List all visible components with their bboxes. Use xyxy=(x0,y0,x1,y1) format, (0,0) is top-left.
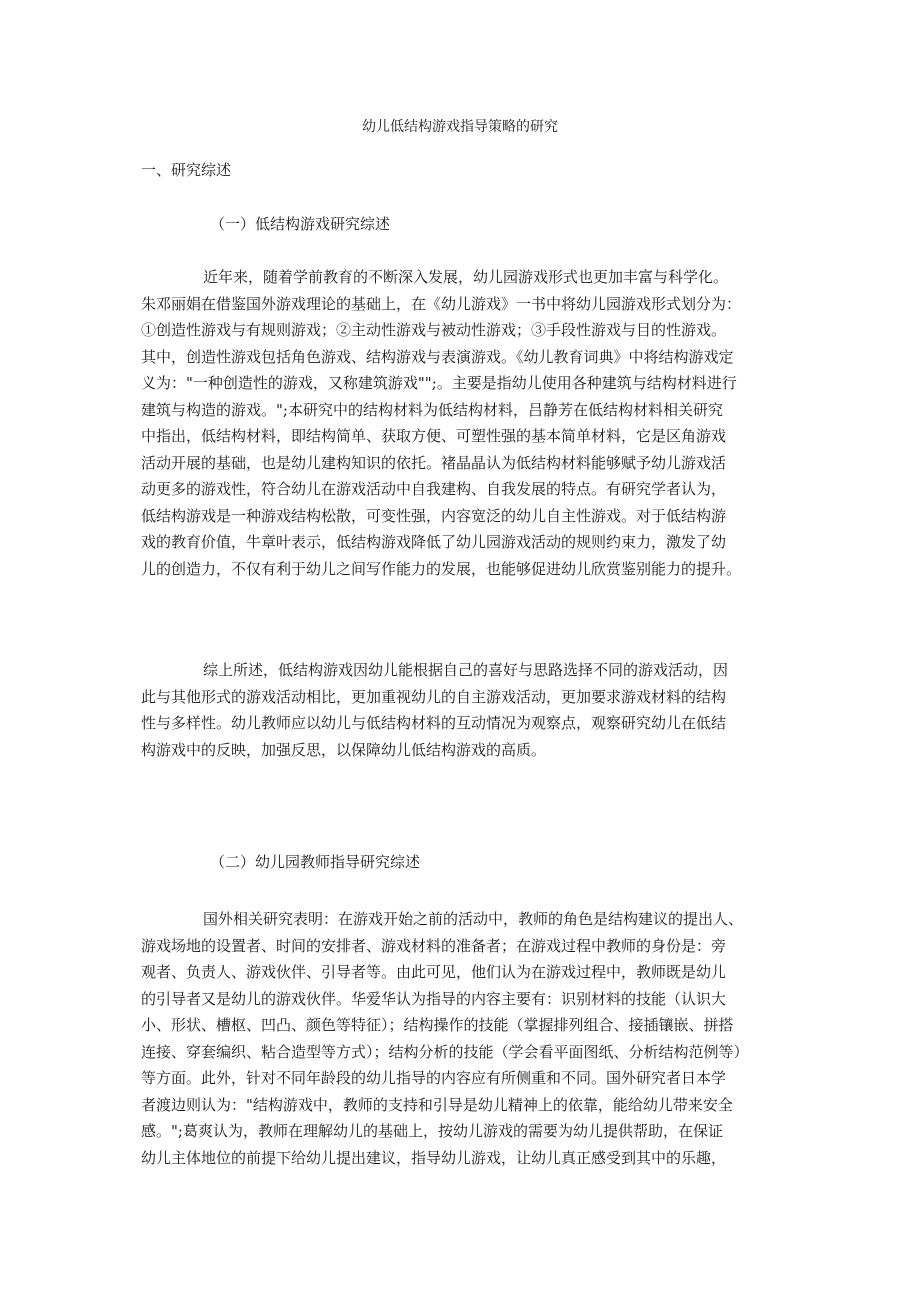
paragraph-line: 等方面。此外，针对不同年龄段的幼儿指导的内容应有所侧重和不同。国外研究者日本学 xyxy=(141,1069,727,1087)
paragraph-line: 近年来，随着学前教育的不断深入发展，幼儿园游戏形式也更加丰富与科学化。 xyxy=(203,268,729,286)
paragraph-low-structure-review xyxy=(141,264,786,582)
paragraph-line: ①创造性游戏与有规则游戏；②主动性游戏与被动性游戏；③手段性游戏与目的性游戏。 xyxy=(141,321,727,339)
paragraph-line: 低结构游戏是一种游戏结构松散，可变性强，内容宽泛的幼儿自主性游戏。对于低结构游 xyxy=(141,506,727,525)
paragraph-teacher-guidance-review xyxy=(141,906,786,1171)
paragraph-line: 综上所述，低结构游戏因幼儿能根据自己的喜好与思路选择不同的游戏活动，因 xyxy=(203,661,729,679)
paragraph-line: 的引导者又是幼儿的游戏伙伴。华爱华认为指导的内容主要有：识别材料的技能（认识大 xyxy=(141,989,727,1008)
paragraph-line: 朱邓丽娟在借鉴国外游戏理论的基础上，在《幼儿游戏》一书中将幼儿园游戏形式划分为： xyxy=(141,294,742,313)
paragraph-line: 动更多的游戏性，符合幼儿在游戏活动中自我建构、自我发展的特点。有研究学者认为， xyxy=(141,480,727,498)
paragraph-line: 义为："一种创造性的游戏，又称建筑游戏"";。主要是指幼儿使用各种建筑与结构材料进行 xyxy=(141,374,737,392)
paragraph-line: 中指出，低结构材料，即结构简单、获取方便、可塑性强的基本简单材料，它是区角游戏 xyxy=(141,427,727,445)
paragraph-line: 幼儿主体地位的前提下给幼儿提出建议，指导幼儿游戏，让幼儿真正感受到其中的乐趣， xyxy=(141,1148,727,1167)
paragraph-line: 感。";葛爽认为，教师在理解幼儿的基础上，按幼儿游戏的需要为幼儿提供帮助，在保证 xyxy=(141,1122,723,1140)
paragraph-line: 构游戏中的反映，加强反思，以保障幼儿低结构游戏的高质。 xyxy=(141,740,547,759)
paragraph-line: 小、形状、槽枢、凹凸、颜色等特征）；结构操作的技能（掌握排列组合、接插镶嵌、拼搭 xyxy=(141,1016,734,1034)
paragraph-line: 儿的创造力，不仅有利于幼儿之间写作能力的发展，也能够促进幼儿欣赏鉴别能力的提升。 xyxy=(141,559,742,578)
paragraph-line: 国外相关研究表明：在游戏开始之前的活动中，教师的角色是结构建议的提出人、 xyxy=(203,910,744,928)
paragraph-line: 戏的教育价值，牛章叶表示，低结构游戏降低了幼儿园游戏活动的规则约束力，激发了幼 xyxy=(141,533,727,551)
section-heading: 一、研究综述 xyxy=(141,161,232,179)
document-title: 幼儿低结构游戏指导策略的研究 xyxy=(362,119,558,135)
paragraph-line: 性与多样性。幼儿教师应以幼儿与低结构材料的互动情况为观察点，观察研究幼儿在低结 xyxy=(141,714,727,732)
paragraph-line: 此与其他形式的游戏活动相比，更加重视幼儿的自主游戏活动，更加要求游戏材料的结构 xyxy=(141,687,727,706)
subsection-heading-1: （一）低结构游戏研究综述 xyxy=(210,215,391,233)
subsection-heading-2: （二）幼儿园教师指导研究综述 xyxy=(210,853,421,871)
paragraph-line: 建筑与构造的游戏。";本研究中的结构材料为低结构材料，吕静芳在低结构材料相关研究 xyxy=(141,400,723,419)
paragraph-line: 游戏场地的设置者、时间的安排者、游戏材料的准备者；在游戏过程中教师的身份是：旁 xyxy=(141,936,727,955)
paragraph-line: 者渡边则认为："结构游戏中，教师的支持和引导是幼儿精神上的依靠，能给幼儿带来安全 xyxy=(141,1095,733,1114)
paragraph-summary xyxy=(141,657,786,763)
paragraph-line: 其中，创造性游戏包括角色游戏、结构游戏与表演游戏。《幼儿教育词典》中将结构游戏定 xyxy=(141,347,734,366)
paragraph-line: 活动开展的基础，也是幼儿建构知识的依托。褚晶晶认为低结构材料能够赋予幼儿游戏活 xyxy=(141,453,727,472)
paragraph-line: 观者、负责人、游戏伙伴、引导者等。由此可见，他们认为在游戏过程中，教师既是幼儿 xyxy=(141,963,727,981)
paragraph-line: 连接、穿套编织、粘合造型等方式）；结构分析的技能（学会看平面图纸、分析结构范例等） xyxy=(141,1042,749,1061)
